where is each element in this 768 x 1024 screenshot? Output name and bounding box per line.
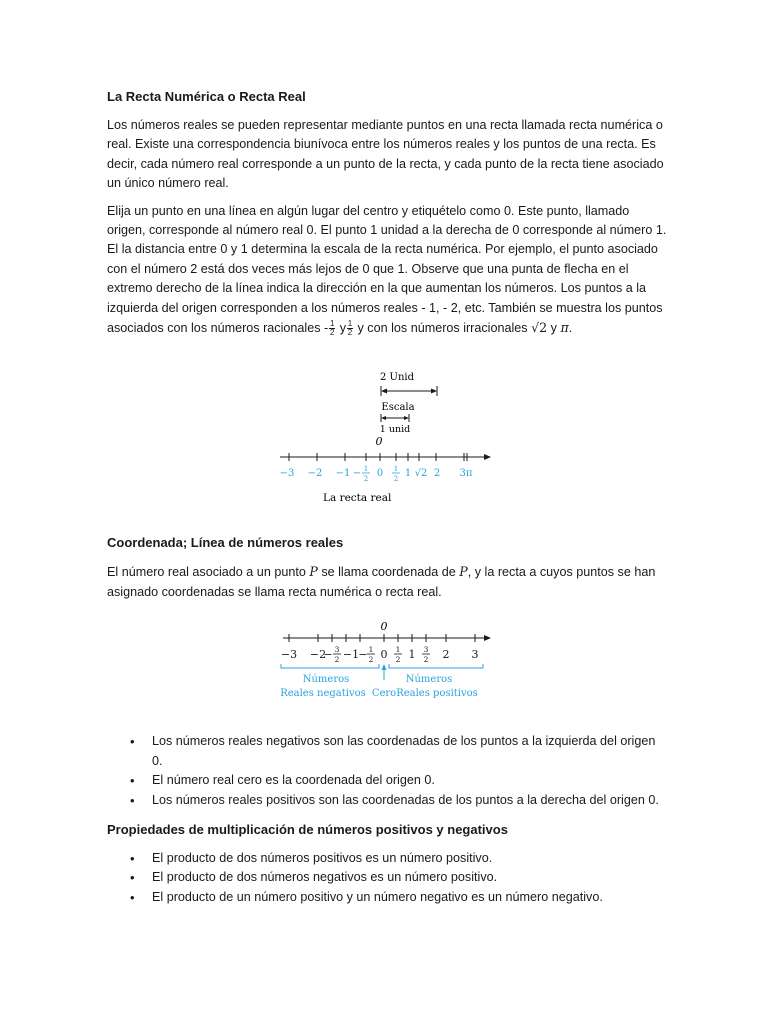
label-reales-positivos: Reales positivos	[396, 688, 478, 700]
list-item: • Los números reales negativos son las coordenadas de los puntos a la izquierda del origen 0.	[152, 732, 667, 771]
tick-frac-num-pos: 1	[393, 465, 399, 474]
label-reales-negativos: Reales negativos	[280, 688, 366, 700]
section-title-propiedades: Propiedades de multiplicación de números positivos y negativos	[107, 821, 508, 837]
word-y: y	[339, 321, 346, 336]
tick2-frac-den-b: 2	[368, 655, 374, 665]
tick2-one: 1	[408, 648, 416, 662]
tick2-frac-num-3b: 3	[423, 645, 429, 655]
tick-label-sqrt2: √2	[414, 468, 428, 480]
label-1-unid: 1 unid	[379, 424, 411, 436]
tick-label-two: 2	[433, 468, 441, 480]
variable-p-2: P	[459, 564, 468, 580]
fraction-denominator: 2	[347, 328, 353, 338]
coordenada-text-c: , y la recta a cuyos puntos se han asignado coordenadas se llama recta numérica o recta real.	[107, 565, 656, 599]
variable-p: P	[309, 564, 318, 580]
paragraph-origin-tail-a: asociados con los números racionales -	[107, 321, 329, 336]
label-escala: Escala	[381, 402, 415, 414]
sqrt-two: √2	[531, 320, 548, 336]
tick-label-neg2: −2	[307, 468, 323, 480]
label-2-unid: 2 Unid	[379, 372, 415, 384]
word-y-2: y	[550, 321, 557, 336]
tick2-two: 2	[442, 648, 450, 662]
fraction-one-half-2	[347, 320, 353, 337]
paragraph-origin	[107, 202, 667, 339]
paragraph-origin-tail-b: y con los números irracionales	[357, 321, 528, 336]
fraction-denominator: 2	[329, 328, 335, 338]
tick2-zero: 0	[380, 648, 388, 662]
section-title-recta-real: La Recta Numérica o Recta Real	[107, 89, 306, 104]
period: .	[568, 321, 573, 336]
list-item: • El producto de dos números positivos es un número positivo.	[152, 849, 667, 869]
tick-label-3pi: 3π	[459, 468, 473, 480]
figure-caption: La recta real	[323, 492, 392, 505]
brace-negative	[281, 664, 379, 668]
tick2-frac-num-1: 1	[368, 645, 374, 655]
list-item: • Los números reales positivos son las coordenadas de los puntos a la derecha del origen 0.	[152, 791, 667, 811]
origin-label-2: 0	[380, 620, 388, 634]
origin-label: 0	[375, 435, 383, 449]
number-line-2-svg	[107, 618, 667, 710]
tick-label-neg-sign: −	[352, 468, 362, 480]
tick2-frac-den-d: 2	[423, 655, 429, 665]
figure-recta-real	[107, 364, 667, 514]
tick2-frac-num-1b: 1	[395, 645, 401, 655]
list-item: • El producto de un número positivo y un número negativo es un número negativo.	[152, 888, 667, 908]
coordenada-text-b: se llama coordenada de	[321, 565, 456, 580]
brace-positive	[389, 664, 483, 668]
axis-arrow-2	[484, 635, 491, 641]
tick-frac-den-pos: 2	[393, 475, 399, 484]
number-line-1-svg	[107, 364, 667, 514]
tick-frac-num: 1	[363, 465, 369, 474]
bullet-list-coordenadas	[107, 732, 667, 810]
axis-arrow	[484, 454, 491, 460]
list-item: • El producto de dos números negativos es un número positivo.	[152, 868, 667, 888]
document-page	[107, 88, 667, 917]
tick2-frac-den-a: 2	[334, 655, 340, 665]
tick2-frac-den-c: 2	[395, 655, 401, 665]
label-numeros-neg: Números	[302, 674, 350, 686]
tick-frac-den: 2	[363, 475, 369, 484]
label-cero: Cero	[371, 688, 397, 700]
fraction-numerator: 1	[329, 319, 335, 329]
label-numeros-pos: Números	[405, 674, 453, 686]
tick-label-neg3: −3	[279, 468, 295, 480]
bullet-list-propiedades	[107, 849, 667, 908]
fraction-one-half	[329, 320, 335, 337]
tick2-neg2: −2	[309, 648, 327, 662]
tick-label-zero: 0	[376, 468, 384, 480]
tick2-neg-sign-a: −	[323, 648, 333, 662]
section-title-coordenada: Coordenada; Línea de números reales	[107, 535, 344, 551]
tick2-neg3: −3	[280, 648, 298, 662]
tick2-neg-sign-b: −	[358, 648, 368, 662]
paragraph-coordenada	[107, 562, 667, 602]
tick-label-one: 1	[404, 468, 412, 480]
tick2-neg1: −1	[342, 648, 360, 662]
tick-label-neg1: −1	[335, 468, 351, 480]
paragraph-origin-text: Elija un punto en una línea en algún lugar del centro y etiquételo como 0. Este punto, llamado origen, corresponde al número real 0. El punto 1 unidad a la derecha de 0 corresponde al número 1. El la distancia entre 0 y 1 determina la escala de la recta numérica. Por ejemplo, el punto asociado con el número 2 está dos veces más lejos de 0 que 1. Observe que una punta de flecha en el extremo derecho de la línea indica la dirección en la que aumentan los números. Los puntos a la izquierda del origen corresponden a los números reales - 1, - 2, etc. También se muestra los puntos	[107, 203, 667, 315]
tick2-three: 3	[471, 648, 479, 662]
tick2-frac-num-3: 3	[334, 645, 340, 655]
fraction-numerator: 1	[347, 319, 353, 329]
pi-symbol: π	[560, 320, 569, 336]
list-item: • El número real cero es la coordenada del origen 0.	[152, 771, 667, 791]
paragraph-intro: Los números reales se pueden representar mediante puntos en una recta llamada recta numérica o real. Existe una correspondencia biunívoca entre los números reales y los puntos de una recta. Es decir, cada número real corresponde a un punto de la recta, y cada punto de la recta tiene asociado un único número real.	[107, 118, 664, 191]
figure-coordenadas	[107, 618, 667, 710]
coordenada-text-a: El número real asociado a un punto	[107, 565, 306, 580]
